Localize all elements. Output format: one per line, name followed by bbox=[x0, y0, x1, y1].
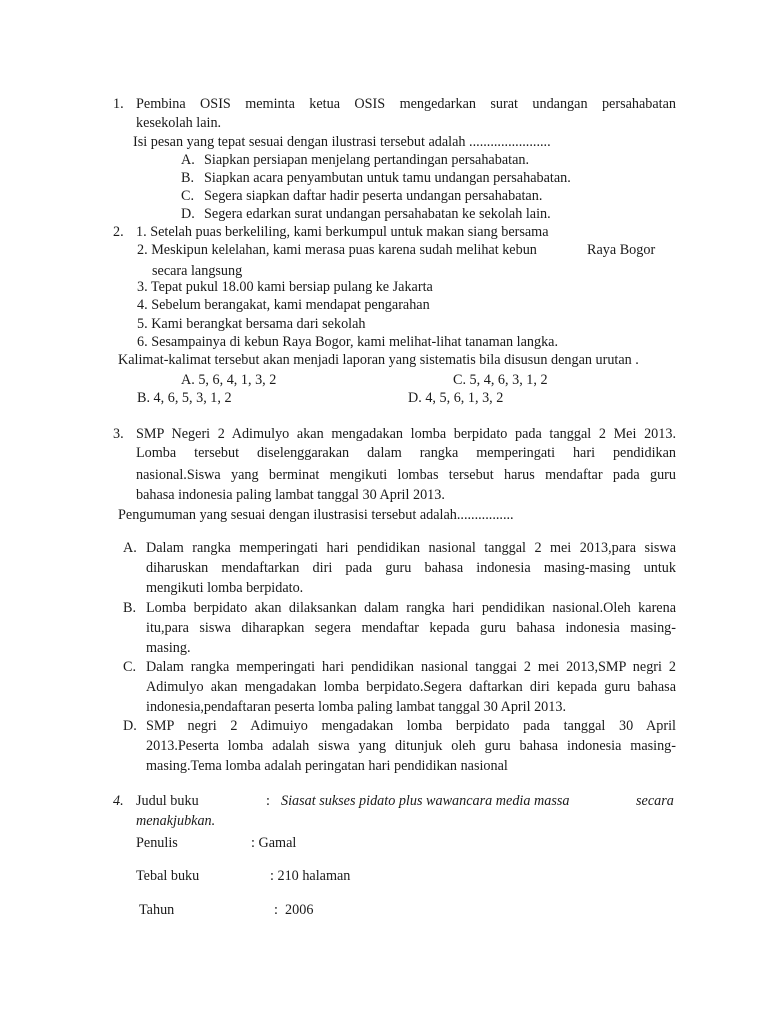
q3-stem-line-1: SMP Negeri 2 Adimulyo akan mengadakan lomba berpidato pada tanggal 2 Mei 2013. bbox=[136, 426, 676, 442]
q3-prompt: Pengumuman yang sesuai dengan ilustrasisi tersebut adalah................ bbox=[118, 507, 514, 523]
q1-option-c-text: Segera siapkan daftar hadir peserta undangan persahabatan. bbox=[204, 188, 543, 204]
q3-option-d-line-3: masing.Tema lomba adalah peringatan hari pendidikan nasional bbox=[146, 758, 508, 774]
q4-penulis-value: : Gamal bbox=[251, 835, 297, 851]
q2-item-2-cont: secara langsung bbox=[152, 263, 243, 279]
q4-judul-value-cont: menakjubkan. bbox=[136, 813, 216, 829]
q3-option-b-line-3: masing. bbox=[146, 640, 191, 656]
q3-option-b-letter: B. bbox=[123, 600, 137, 616]
q3-stem-line-4: bahasa indonesia paling lambat tanggal 30 April 2013. bbox=[136, 487, 445, 503]
q3-option-d-line-2: 2013.Peserta lomba adalah siswa yang ditunjuk oleh guru bahasa indonesia masing- bbox=[146, 738, 676, 754]
q4-tahun-value: : 2006 bbox=[274, 902, 314, 918]
q3-option-c-line-1: Dalam rangka memperingati hari pendidikan nasional tanggai 2 mei 2013,SMP negri 2 bbox=[146, 659, 676, 675]
q4-penulis-label: Penulis bbox=[136, 835, 178, 851]
q1-option-b-letter: B. bbox=[181, 170, 195, 186]
q2-item-2-tail: Raya Bogor bbox=[587, 242, 656, 258]
q2-option-b: B. 4, 6, 5, 3, 1, 2 bbox=[137, 390, 232, 406]
q2-item-3: 3. Tepat pukul 18.00 kami bersiap pulang ke Jakarta bbox=[137, 279, 433, 295]
q4-judul-colon: : bbox=[266, 793, 270, 809]
q2-number: 2. bbox=[113, 224, 124, 240]
q4-judul-label: Judul buku bbox=[136, 793, 199, 809]
q4-tebal-value: : 210 halaman bbox=[270, 868, 351, 884]
q1-prompt: Isi pesan yang tepat sesuai dengan ilustrasi tersebut adalah ....................... bbox=[133, 134, 551, 150]
q2-prompt: Kalimat-kalimat tersebut akan menjadi laporan yang sistematis bila disusun dengan urutan . bbox=[118, 352, 639, 368]
q2-option-d: D. 4, 5, 6, 1, 3, 2 bbox=[408, 390, 504, 406]
q1-option-a-letter: A. bbox=[181, 152, 195, 168]
q3-option-d-letter: D. bbox=[123, 718, 137, 734]
q1-number: 1. bbox=[113, 96, 124, 112]
q3-option-d-line-1: SMP negri 2 Adimuiyo mengadakan lomba berpidato pada tanggal 30 April bbox=[146, 718, 676, 734]
q1-option-d-text: Segera edarkan surat undangan persahabatan ke sekolah lain. bbox=[204, 206, 551, 222]
q3-stem-line-2: Lomba tersebut diselenggarakan dalam rangka memperingati hari pendidikan bbox=[136, 445, 676, 461]
q3-option-c-line-3: indonesia,pendaftaran peserta lomba paling lambat tanggal 30 April 2013. bbox=[146, 699, 566, 715]
q1-option-d-letter: D. bbox=[181, 206, 195, 222]
q3-option-a-letter: A. bbox=[123, 540, 137, 556]
q4-judul-value-tail: secara bbox=[636, 793, 674, 809]
q1-option-c-letter: C. bbox=[181, 188, 195, 204]
q1-stem-line-2: kesekolah lain. bbox=[136, 115, 222, 131]
q3-number: 3. bbox=[113, 426, 124, 442]
q2-item-2: 2. Meskipun kelelahan, kami merasa puas karena sudah melihat kebun bbox=[137, 242, 537, 258]
q4-number: 4. bbox=[113, 793, 124, 809]
q3-option-a-line-1: Dalam rangka memperingati hari pendidikan nasional tanggal 2 mei 2013,para siswa bbox=[146, 540, 676, 556]
q2-item-6: 6. Sesampainya di kebun Raya Bogor, kami melihat-lihat tanaman langka. bbox=[137, 334, 559, 350]
q3-option-a-line-2: diharuskan mendaftarkan diri pada guru bahasa indonesia masing-masing untuk bbox=[146, 560, 676, 576]
q1-stem-line-1: Pembina OSIS meminta ketua OSIS mengedarkan surat undangan persahabatan bbox=[136, 96, 676, 112]
q1-option-a-text: Siapkan persiapan menjelang pertandingan persahabatan. bbox=[204, 152, 530, 168]
q2-option-a: A. 5, 6, 4, 1, 3, 2 bbox=[181, 372, 277, 388]
q3-option-b-line-2: itu,para siswa diharapkan segera mendaftar kepada guru bahasa indonesia masing- bbox=[146, 620, 676, 636]
q2-item-1: 1. Setelah puas berkeliling, kami berkumpul untuk makan siang bersama bbox=[136, 224, 549, 240]
q2-item-4: 4. Sebelum berangakat, kami mendapat pengarahan bbox=[137, 297, 430, 313]
q2-option-c: C. 5, 4, 6, 3, 1, 2 bbox=[453, 372, 548, 388]
q3-option-b-line-1: Lomba berpidato akan dilaksankan dalam rangka hari pendidikan nasional.Oleh karena bbox=[146, 600, 676, 616]
q1-option-b-text: Siapkan acara penyambutan untuk tamu undangan persahabatan. bbox=[204, 170, 571, 186]
q4-judul-value: Siasat sukses pidato plus wawancara media massa bbox=[281, 793, 570, 809]
q3-option-c-letter: C. bbox=[123, 659, 137, 675]
q4-tahun-label: Tahun bbox=[139, 902, 175, 918]
q4-tebal-label: Tebal buku bbox=[136, 868, 200, 884]
q3-option-a-line-3: mengikuti lomba berpidato. bbox=[146, 580, 304, 596]
q3-option-c-line-2: Adimulyo akan mengadakan lomba berpidato.Segera daftarkan diri kepada guru bahasa bbox=[146, 679, 676, 695]
q3-stem-line-3: nasional.Siswa yang berminat mengikuti lombas tersebut harus mendaftar pada guru bbox=[136, 467, 676, 483]
q2-item-5: 5. Kami berangkat bersama dari sekolah bbox=[137, 316, 366, 332]
